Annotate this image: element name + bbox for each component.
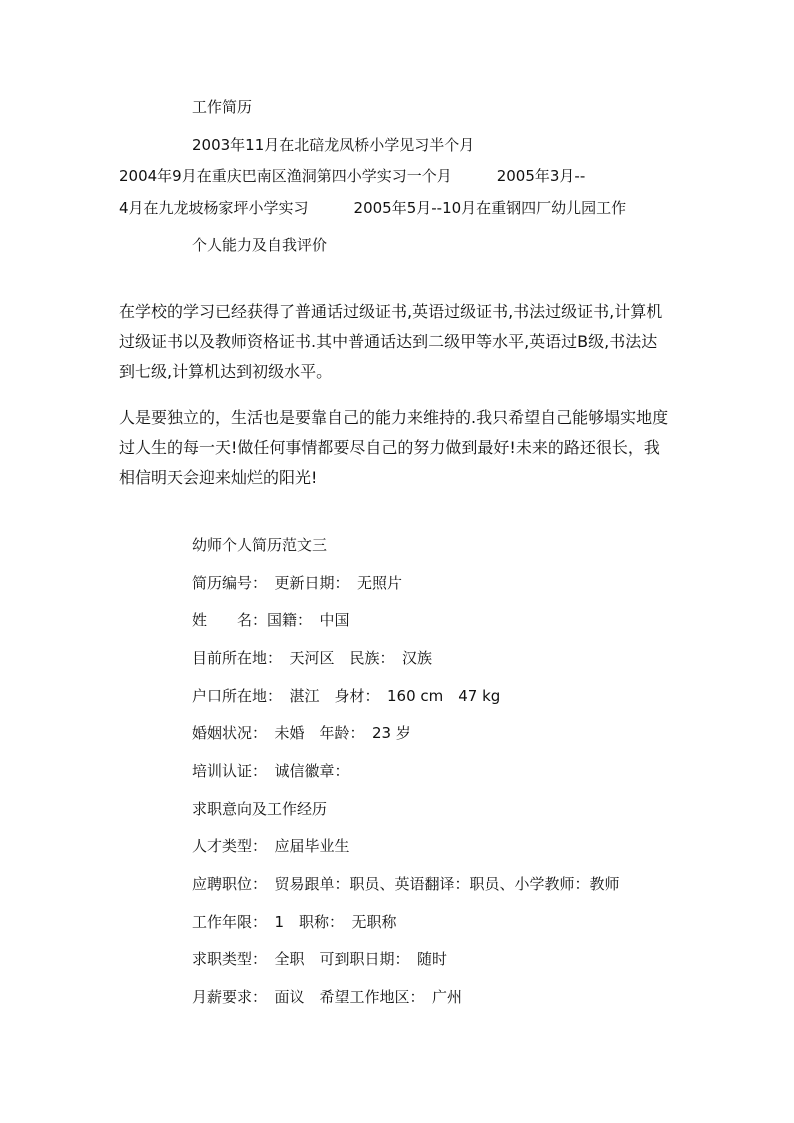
paragraph-line: 过人生的每一天!做任何事情都要尽自己的努力做到最好!未来的路还很长，我: [119, 438, 660, 457]
field-position: 应聘职位： 贸易跟单：职员、英语翻译：职员、小学教师：教师: [192, 875, 620, 893]
field-marital-status: 婚姻状况： 未婚 年龄： 23 岁: [192, 724, 411, 742]
field-hukou: 户口所在地： 湛江 身材： 160 cm 47 kg: [192, 687, 501, 705]
paragraph-line: 在学校的学习已经获得了普通话过级证书,英语过级证书,书法过级证书,计算机: [119, 302, 663, 321]
field-salary: 月薪要求： 面议 希望工作地区： 广州: [192, 988, 463, 1006]
field-years: 工作年限： 1 职称： 无职称: [192, 913, 397, 931]
field-talent-type: 人才类型： 应届毕业生: [192, 837, 350, 855]
paragraph-line: 人是要独立的，生活也是要靠自己的能力来维持的.我只希望自己能够塌实地度: [119, 408, 669, 427]
certificates-paragraph: [119, 297, 679, 387]
paragraph-line: 相信明天会迎来灿烂的阳光!: [119, 468, 318, 487]
paragraph-line: 过级证书以及教师资格证书.其中普通话达到二级甲等水平,英语过B级,书法达: [119, 332, 658, 351]
self-eval-heading: 个人能力及自我评价: [192, 236, 328, 254]
work-history-line-3: 4月在九龙坡杨家坪小学实习 2005年5月--10月在重钢四厂幼儿园工作: [119, 199, 627, 217]
job-intent-heading: 求职意向及工作经历: [192, 800, 328, 818]
paragraph-line: 到七级,计算机达到初级水平。: [119, 362, 333, 381]
field-current-location: 目前所在地： 天河区 民族： 汉族: [192, 649, 433, 667]
field-name: 姓 名：国籍： 中国: [192, 611, 350, 629]
field-resume-number: 简历编号： 更新日期： 无照片: [192, 574, 403, 592]
resume-title: 幼师个人简历范文三: [192, 536, 328, 554]
field-job-type: 求职类型： 全职 可到职日期： 随时: [192, 950, 448, 968]
work-history-heading: 工作简历: [192, 98, 253, 116]
work-history-line-1: 2003年11月在北碚龙凤桥小学见习半个月: [192, 136, 475, 154]
work-history-line-2: 2004年9月在重庆巴南区渔洞第四小学实习一个月 2005年3月--: [119, 167, 586, 185]
self-statement-paragraph: [119, 403, 679, 493]
field-training: 培训认证： 诚信徽章：: [192, 762, 350, 780]
